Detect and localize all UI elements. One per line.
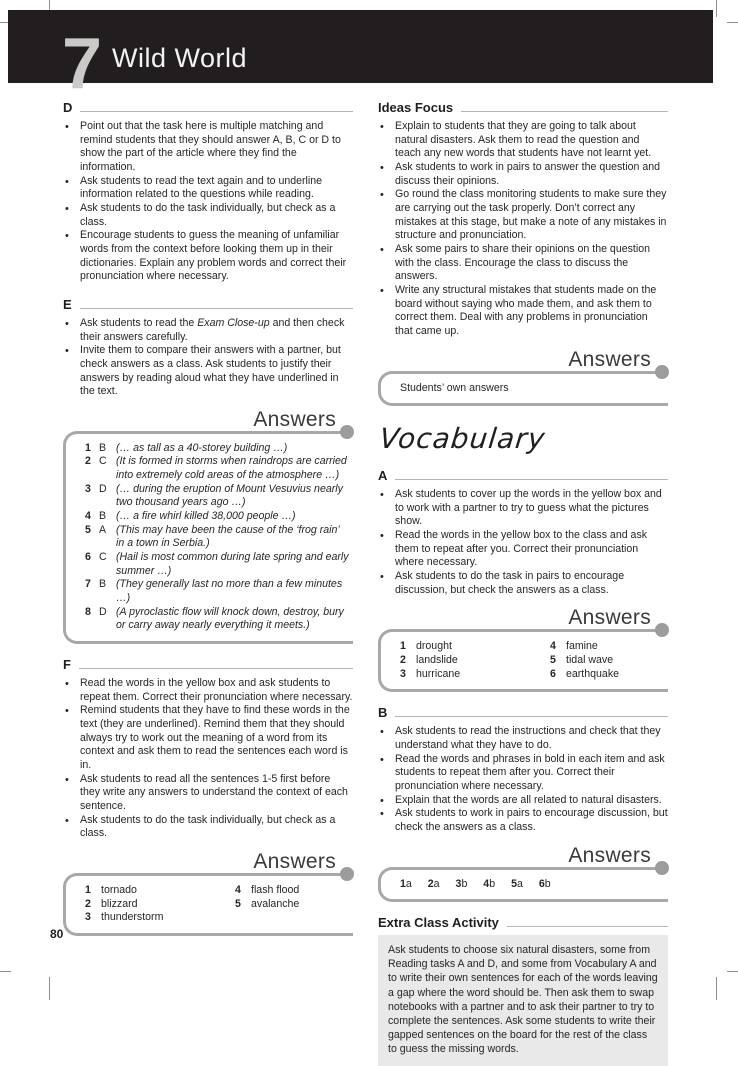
answer-letter: C [99,455,107,468]
answers-label: Answers [568,347,651,371]
answer-letter: a [433,877,440,890]
section-b [378,705,668,834]
answer-text: famine [566,640,598,653]
answer-text: tornado [101,883,137,896]
section-d-label: D [63,100,73,115]
answer-text: avalanche [251,897,300,910]
answers-label: Answers [568,843,651,867]
bullet-item: • Ask students to read the Exam Close-up and then check their answers carefully. [63,317,353,344]
answer-text: earthquake [566,667,620,680]
answer-number: 5 [550,654,556,667]
section-a-label: A [378,468,388,484]
header-rule [80,297,353,309]
section-b-label: B [378,705,388,721]
crop-mark [0,971,11,972]
section-ideas-focus [378,100,668,339]
answer-letter: B [99,510,107,523]
answer-number: 2 [85,455,91,468]
answer-letter: B [99,441,107,454]
answer-item [456,878,468,890]
answers-box [378,371,668,407]
crop-mark [716,977,717,1000]
section-d [63,100,353,284]
answers-dot-icon [655,365,669,379]
extra-class-activity-label: Extra Class Activity [378,915,499,931]
answer-number: 6 [550,667,556,680]
answer-row [85,483,349,510]
answer-item [550,640,664,654]
extra-class-activity-text: Ask students to choose six natural disasters, some from Reading tasks A and D, and some from Vocabulary A and to write their own sentences for each of the words leaving a gap where the word should be. Then ask them to swap notebooks with a partner and to ask their partner to try to complete the sentences. Ask some students to write their gapped sentences on the board for the rest of the class to guess the missing words. [378,935,668,1066]
answer-item [400,654,550,668]
crop-mark [727,971,738,972]
answer-note: (They generally last no more than a few minutes …) [116,578,343,605]
answer-number: 3 [85,482,91,495]
answer-number: 4 [483,877,490,890]
answer-row [85,606,349,633]
answer-number: 6 [538,877,545,890]
answers-block-f [63,851,353,936]
answer-row [85,455,349,482]
left-column [63,100,353,936]
answer-note: (Hail is most common during late spring and early summer …) [116,551,349,577]
bullet-item: • Ask students to read the instructions and check that they understand what they have to do. [378,725,668,752]
answer-text: tidal wave [566,654,614,667]
bullet-item: • Ask students to work in pairs to answer the question and discuss their opinions. [378,161,668,188]
section-a [378,468,668,597]
crop-mark [49,977,50,1000]
bullet-item: • Go round the class monitoring students to make sure they are carrying out the task properly. Don’t correct any mistakes at this stage, but make a note of any mistakes in structure and pronunciation. [378,188,668,243]
bullet-item: • Remind students that they have to find these words in the text (they are underlined). Remind them that they should always try to work out the meaning of a word from its context and ask them to read the sentences each word is in. [63,704,353,772]
answers-dot-icon [655,861,669,875]
section-e-bullets [63,317,353,399]
answer-letter: a [516,877,523,890]
answer-number: 7 [85,578,91,591]
bullet-item: • Ask students to do the task in pairs to encourage discussion, but check the answers as a class. [378,570,668,597]
answer-text: drought [416,640,452,653]
answer-number: 1 [85,441,91,454]
answer-row [85,578,349,605]
bullet-item: • Read the words in the yellow box to the class and ask them to repeat after you. Correct their pronunciation where necessary. [378,529,668,570]
answer-letter: D [99,605,107,618]
answer-item [85,911,235,925]
answers-dot-icon [340,867,354,881]
answers-grid [85,884,349,925]
answer-text: Students’ own answers [400,381,509,394]
section-e-label: E [63,296,72,312]
header-rule [507,915,668,927]
answers-label: Answers [253,849,336,873]
section-a-bullets [378,488,668,597]
crop-mark [727,22,738,23]
answer-item [539,878,551,890]
answers-label: Answers [568,606,651,630]
answer-number: 3 [85,911,91,924]
answer-note: (It is formed in storms when raindrops are carried into extremely cold areas of the atmosphere …) [116,455,347,482]
section-f-header [63,657,353,672]
ideas-focus-label: Ideas Focus [378,100,454,115]
answers-box [378,629,668,692]
bullet-item: • Read the words in the yellow box and ask students to repeat them. Correct their pronunciation where necessary. [63,677,353,704]
section-a-header [378,468,668,483]
answer-text: flash flood [251,883,300,896]
unit-header-bar [8,10,713,104]
bullet-item: • Point out that the task here is multiple matching and remind students that they should answer A, B, C or D to show the part of the article where they find the information. [63,120,353,175]
answers-column-1 [85,884,235,925]
extra-class-activity-header [378,915,668,930]
answer-letter: b [544,877,551,890]
answer-number: 3 [455,877,462,890]
answer-number: 8 [85,605,91,618]
answer-letter: b [461,877,468,890]
unit-number: 7 [62,24,103,104]
section-b-header [378,705,668,720]
section-d-header [63,100,353,115]
answer-row [85,524,349,551]
header-rule [80,100,353,112]
bullet-item: • Ask students to read all the sentences 1-5 first before they write any answers to understand the context of each sentence. [63,773,353,814]
answers-grid [400,640,664,681]
bullet-item: • Read the words and phrases in bold in each item and ask students to repeat them after you. Correct their pronunciation where necessary. [378,753,668,794]
answer-text: blizzard [101,897,138,910]
answer-number: 1 [400,640,406,653]
answer-letter: C [99,551,107,564]
bullet-item: • Explain to students that they are going to talk about natural disasters. Ask them to read the question and teach any new words that students have not learnt yet. [378,120,668,161]
answer-number: 5 [235,897,241,910]
answer-number: 2 [85,897,91,910]
section-f-bullets [63,677,353,841]
answer-number: 1 [85,883,91,896]
answer-item [400,668,550,682]
answer-letter: B [99,578,107,591]
bullet-item: • Ask students to work in pairs to encourage discussion, but check the answers as a class. [378,807,668,834]
answer-row [85,551,349,578]
section-f-label: F [63,657,71,672]
answer-item [550,668,664,682]
answer-number: 6 [85,551,91,564]
answer-letter: D [99,482,107,495]
answer-number: 5 [85,523,91,536]
answer-number: 2 [400,654,406,667]
answer-row [85,510,349,524]
bullet-item: • Write any structural mistakes that students made on the board without saying who made them, and ask them to correct them. Deal with any problems in pronunciation that came up. [378,284,668,339]
answer-note: (… a fire whirl killed 38,000 people …) [116,510,296,523]
answer-letter: a [405,877,412,890]
bullet-item: • Invite them to compare their answers with a partner, but check answers as a class. Ask students to justify their answers by reading aloud what they have underlined in the text. [63,344,353,399]
bullet-item: • Ask students to cover up the words in the yellow box and to work with a partner to try to guess what the pictures show. [378,488,668,529]
answer-number: 4 [235,883,241,896]
answer-number: 4 [85,510,91,523]
answers-block-b [378,845,668,903]
section-d-bullets [63,120,353,284]
unit-title: Wild World [112,43,248,73]
answers-block-a [378,607,668,692]
section-e [63,297,353,399]
answer-text: hurricane [416,667,461,680]
answer-item [235,898,349,912]
crop-mark [716,0,717,17]
ideas-focus-header [378,100,668,115]
answers-label: Answers [253,407,336,431]
page-number: 80 [50,927,64,941]
answer-item [511,878,523,890]
bullet-item: • Ask students to do the task individually, but check as a class. [63,814,353,841]
section-e-header [63,297,353,312]
bullet-item: • Ask students to do the task individually, but check as a class. [63,202,353,229]
answers-box [63,873,353,936]
bullet-item: • Explain that the words are all related to natural disasters. [378,794,668,808]
answers-column-2 [550,640,664,681]
answers-column-1 [400,640,550,681]
answer-number: 3 [400,667,406,680]
answer-text: landslide [416,654,458,667]
answer-note: (This may have been the cause of the ‘frog rain’ in a town in Serbia.) [116,523,340,550]
answer-letter: A [99,523,107,536]
header-rule [395,705,668,717]
answer-letter: b [489,877,496,890]
answer-number: 5 [511,877,517,890]
answer-note: (A pyroclastic flow will knock down, destroy, bury or carry away nearly everything it meets.) [116,605,344,632]
right-column [378,100,668,1066]
answer-item [400,878,412,890]
answers-column-2 [235,884,349,925]
answers-dot-icon [340,425,354,439]
answer-item [400,640,550,654]
extra-class-activity [378,915,668,1066]
header-rule [395,468,668,480]
bullet-item: • Ask students to read the text again and to underline information related to the questions while reading. [63,175,353,202]
answer-note: (… during the eruption of Mount Vesuvius nearly two thousand years ago …) [116,482,343,509]
answers-box [63,431,353,644]
answer-item [85,884,235,898]
answer-note: (… as tall as a 40-storey building …) [116,441,288,454]
header-rule [79,657,353,669]
answer-item [235,884,349,898]
answer-text: thunderstorm [101,911,164,924]
section-f [63,657,353,841]
answer-item [85,898,235,912]
bullet-item: • Ask some pairs to share their opinions on the question with the class. Encourage the class to discuss the answers. [378,243,668,284]
vocabulary-heading: Vocabulary [378,422,548,456]
answers-box [378,867,668,903]
section-b-bullets [378,725,668,834]
header-rule [461,100,668,112]
answer-number: 2 [427,877,434,890]
answers-block-reading [63,409,353,644]
bullet-item: • Encourage students to guess the meaning of unfamiliar words from the context before looking them up in their dictionaries. Explain any problem words and correct their pronunciation where necessary. [63,229,353,284]
answer-item [550,654,664,668]
answer-item [428,878,440,890]
answer-item [483,878,495,890]
answer-number: 4 [550,640,556,653]
answers-block-ideas [378,349,668,407]
ideas-focus-bullets [378,120,668,339]
answer-number: 1 [400,877,406,890]
answer-row [85,442,349,456]
